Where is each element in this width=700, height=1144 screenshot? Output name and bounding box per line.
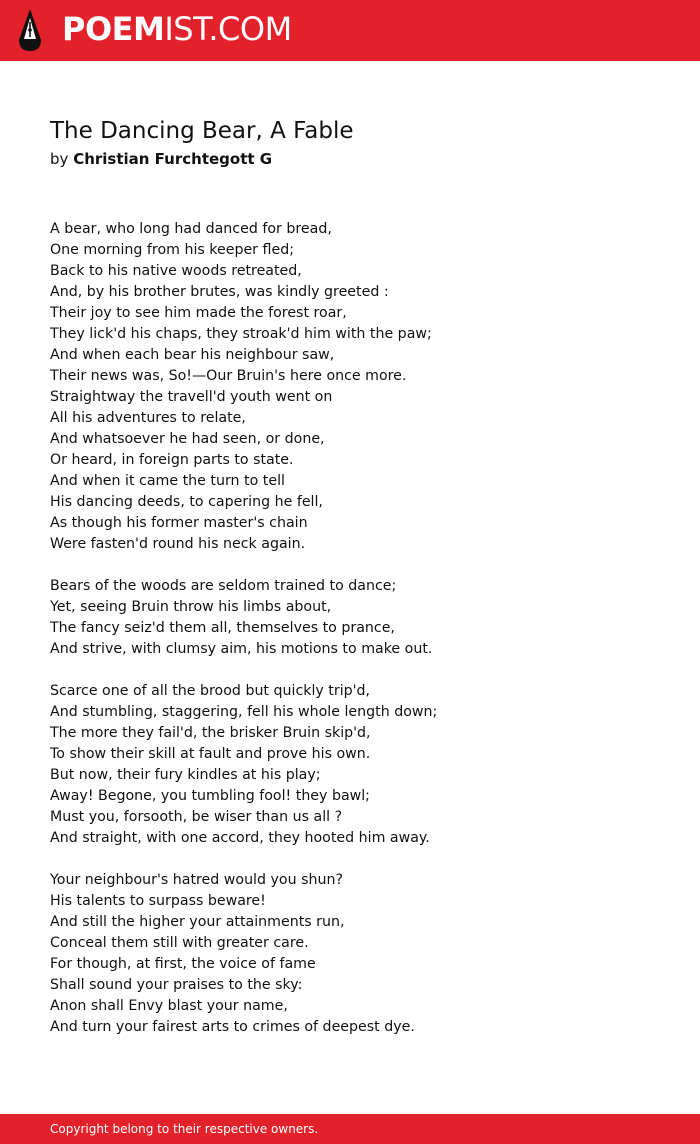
poem-line: Scarce one of all the brood but quickly trip'd, xyxy=(50,683,371,699)
poem-line: Conceal them still with greater care. xyxy=(50,935,309,951)
poem-line: And stumbling, staggering, fell his whole length down; xyxy=(50,704,438,720)
site-logo[interactable] xyxy=(62,9,292,49)
site-header xyxy=(0,0,700,61)
copyright-text: Copyright belong to their respective owners. xyxy=(50,1122,319,1136)
poem-byline xyxy=(50,148,272,170)
site-footer xyxy=(0,1114,700,1144)
poem-line: Yet, seeing Bruin throw his limbs about, xyxy=(50,599,332,615)
poem-line: For though, at first, the voice of fame xyxy=(50,956,316,972)
poem-line: And when it came the turn to tell xyxy=(50,473,285,489)
poem-line: And, by his brother brutes, was kindly greeted : xyxy=(50,284,389,300)
poem-line: Were fasten'd round his neck again. xyxy=(50,536,306,552)
poem-line: Shall sound your praises to the sky: xyxy=(50,977,303,993)
poem-title: The Dancing Bear, A Fable xyxy=(50,118,354,144)
poem-line: Bears of the woods are seldom trained to dance; xyxy=(50,578,397,594)
poem-line: Back to his native woods retreated, xyxy=(50,263,302,279)
pen-nib-icon[interactable] xyxy=(16,8,44,52)
logo-brand-bold: POEM xyxy=(62,10,165,48)
poem-line: And turn your fairest arts to crimes of deepest dye. xyxy=(50,1019,415,1035)
poem-line: The fancy seiz'd them all, themselves to prance, xyxy=(50,620,395,636)
poem-line: And when each bear his neighbour saw, xyxy=(50,347,335,363)
poem-line: Or heard, in foreign parts to state. xyxy=(50,452,294,468)
logo-brand-light: IST.COM xyxy=(164,10,292,48)
poem-line: His dancing deeds, to capering he fell, xyxy=(50,494,323,510)
poem-line: They lick'd his chaps, they stroak'd him with the paw; xyxy=(50,326,432,342)
poem-line: His talents to surpass beware! xyxy=(50,893,266,909)
poem-stanza xyxy=(50,219,670,555)
poem-line: To show their skill at fault and prove his own. xyxy=(50,746,371,762)
poem-line: A bear, who long had danced for bread, xyxy=(50,221,332,237)
poem-stanza xyxy=(50,576,670,660)
poem-stanza xyxy=(50,870,670,1038)
poem-line: Away! Begone, you tumbling fool! they bawl; xyxy=(50,788,370,804)
poem-body xyxy=(50,219,670,1059)
poem-line: One morning from his keeper fled; xyxy=(50,242,294,258)
poem-author: Christian Furchtegott G xyxy=(73,150,273,168)
by-label: by xyxy=(50,150,69,168)
poem-line: And strive, with clumsy aim, his motions to make out. xyxy=(50,641,433,657)
poem-line: And whatsoever he had seen, or done, xyxy=(50,431,325,447)
poem-line: Their news was, So!—Our Bruin's here once more. xyxy=(50,368,407,384)
poem-line: As though his former master's chain xyxy=(50,515,308,531)
poem-line: Must you, forsooth, be wiser than us all ? xyxy=(50,809,343,825)
poem-line: Straightway the travell'd youth went on xyxy=(50,389,333,405)
poem-line: The more they fail'd, the brisker Bruin skip'd, xyxy=(50,725,371,741)
poem-line: Your neighbour's hatred would you shun? xyxy=(50,872,343,888)
poem-line: But now, their fury kindles at his play; xyxy=(50,767,321,783)
poem-line: Anon shall Envy blast your name, xyxy=(50,998,288,1014)
poem-stanza xyxy=(50,681,670,849)
poem-line: And still the higher your attainments run, xyxy=(50,914,345,930)
poem-line: And straight, with one accord, they hooted him away. xyxy=(50,830,430,846)
poem-line: All his adventures to relate, xyxy=(50,410,246,426)
poem-line: Their joy to see him made the forest roar, xyxy=(50,305,347,321)
